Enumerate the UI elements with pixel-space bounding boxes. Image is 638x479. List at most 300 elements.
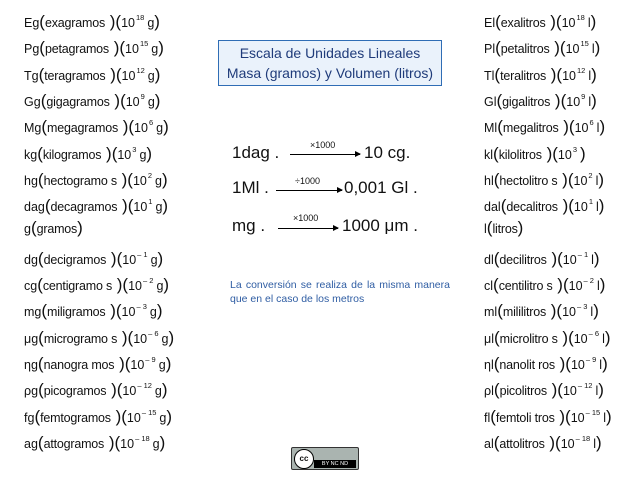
power-base: 10 <box>130 357 145 372</box>
unit-name: decigramos <box>43 252 107 267</box>
base-unit: g <box>161 331 169 346</box>
paren-join: )( <box>552 275 569 294</box>
paren-open: ( <box>493 143 499 163</box>
unit-symbol: μl <box>484 331 494 346</box>
conversion-from: 1dag . <box>232 143 280 162</box>
power-base: 10 <box>565 42 580 57</box>
paren-close: ) <box>591 90 597 110</box>
paren-close: ) <box>165 353 172 373</box>
arrow-icon <box>290 154 360 155</box>
volume-unit-row <box>484 269 605 293</box>
paren-join: )( <box>545 12 562 31</box>
paren-join: )( <box>116 169 133 189</box>
base-unit: l <box>588 94 592 109</box>
power-exponent: 2 <box>147 170 153 180</box>
unit-name: petalitros <box>500 42 550 57</box>
paren-close: ) <box>163 275 170 294</box>
base-unit: g <box>154 384 162 399</box>
power-exponent: – 6 <box>588 328 600 338</box>
power-exponent: – 3 <box>576 302 588 312</box>
power-exponent: 9 <box>140 91 145 101</box>
paren-close: ) <box>598 169 605 189</box>
base-unit: l <box>596 121 600 136</box>
cc-logo-icon: cc <box>294 449 314 469</box>
volume-unit-row <box>484 322 611 346</box>
power-exponent: – 18 <box>575 433 591 443</box>
power-exponent: – 1 <box>577 249 589 259</box>
cc-license-band: BY NC ND <box>314 460 356 468</box>
unit-symbol: El <box>484 16 496 30</box>
paren-open: ( <box>38 380 44 400</box>
paren-join: )( <box>550 90 567 110</box>
paren-close: ) <box>598 380 604 400</box>
unit-symbol: dag <box>24 200 45 215</box>
unit-name: megagramos <box>47 121 118 136</box>
volume-unit-row <box>484 138 586 162</box>
power-base: 10 <box>562 68 576 83</box>
conversion-from: mg . <box>232 216 266 235</box>
power-exponent: 1 <box>588 197 593 207</box>
paren-open: ( <box>39 38 45 58</box>
paren-join: )( <box>557 169 574 189</box>
paren-close: ) <box>146 143 153 163</box>
paren-join: )( <box>117 327 134 347</box>
base-unit: g <box>147 94 155 109</box>
paren-close: ) <box>154 12 160 31</box>
base-unit: g <box>147 68 155 83</box>
paren-join: )( <box>108 38 126 58</box>
base-unit: g <box>156 121 164 136</box>
volume-unit-row <box>484 32 600 56</box>
base-unit: g <box>159 410 167 425</box>
unit-symbol: Gl <box>484 94 497 109</box>
paren-open: ( <box>496 90 503 110</box>
paren-close: ) <box>599 275 606 294</box>
power-base: 10 <box>128 279 142 293</box>
power-exponent: 3 <box>132 144 137 154</box>
paren-join: )( <box>105 12 122 31</box>
power-base: 10 <box>132 173 147 188</box>
unit-name: picogramos <box>43 384 107 399</box>
unit-name: gramos <box>36 222 78 237</box>
paren-join: )( <box>104 432 121 452</box>
unit-name: hectogramo s <box>43 173 117 188</box>
power-exponent: 15 <box>139 39 149 49</box>
unit-name: exagramos <box>44 16 106 30</box>
power-base: 10 <box>557 147 572 162</box>
conversion-factor: ÷1000 <box>295 176 320 186</box>
power-base: 10 <box>122 252 137 267</box>
power-base: 10 <box>560 436 575 451</box>
paren-join: )( <box>554 353 571 373</box>
base-unit: g <box>150 252 158 267</box>
paren-join: )( <box>546 301 563 321</box>
unit-symbol: Eg <box>24 16 40 30</box>
arrow-icon <box>278 228 338 229</box>
conversion-to: 0,001 Gl . <box>344 178 418 197</box>
volume-unit-row <box>484 190 604 214</box>
paren-join: )( <box>105 64 122 84</box>
unit-name: decilitros <box>499 252 547 267</box>
power-base: 10 <box>562 252 577 267</box>
volume-unit-row <box>484 348 608 372</box>
unit-name: kilogramos <box>42 147 102 162</box>
unit-name: litros <box>492 222 518 237</box>
unit-symbol: fl <box>484 410 491 425</box>
paren-open: ( <box>30 218 37 238</box>
power-base: 10 <box>562 384 577 399</box>
base-unit: l <box>587 16 591 30</box>
conversion-to: 10 cg. <box>364 143 411 162</box>
power-base: 10 <box>573 173 588 188</box>
power-exponent: – 2 <box>583 276 594 285</box>
power-base: 10 <box>117 147 132 162</box>
power-base: 10 <box>570 410 585 425</box>
unit-name: gigalitros <box>502 94 551 109</box>
unit-symbol: cg <box>24 279 38 293</box>
base-unit: g <box>152 436 160 451</box>
unit-name: decagramos <box>50 200 118 215</box>
unit-name: attolitros <box>499 436 545 451</box>
power-base: 10 <box>573 331 588 346</box>
base-unit: g <box>158 357 166 372</box>
power-base: 10 <box>568 279 583 293</box>
power-exponent: – 9 <box>585 354 597 364</box>
base-unit: l <box>590 305 594 320</box>
paren-close: ) <box>158 38 164 58</box>
unit-name: hectolitro s <box>499 173 558 188</box>
power-exponent: – 15 <box>141 407 157 417</box>
power-exponent: 12 <box>576 65 586 75</box>
paren-open: ( <box>37 353 44 373</box>
paren-close: ) <box>154 64 161 84</box>
mass-unit-row <box>24 427 165 451</box>
paren-close: ) <box>159 432 166 452</box>
volume-unit-row <box>484 374 604 398</box>
unit-name: decalitros <box>506 200 558 215</box>
power-base: 10 <box>573 200 588 215</box>
unit-name: mililitros <box>502 305 547 320</box>
unit-name: kilolitros <box>498 147 542 162</box>
title-box <box>218 40 442 86</box>
title-line-1: Escala de Unidades Lineales <box>239 45 421 61</box>
paren-close: ) <box>163 117 169 137</box>
power-base: 10 <box>566 94 581 109</box>
paren-open: ( <box>500 196 507 216</box>
paren-close: ) <box>596 432 602 452</box>
conversion-from: 1Ml . <box>232 178 269 197</box>
base-unit: g <box>147 16 155 30</box>
power-exponent: 18 <box>135 13 145 22</box>
base-unit: g <box>139 147 147 162</box>
unit-name: megalitros <box>502 121 559 136</box>
conversion-factor: ×1000 <box>310 140 336 150</box>
unit-symbol: kl <box>484 147 494 162</box>
power-exponent: – 2 <box>143 276 154 285</box>
paren-close: ) <box>168 327 175 347</box>
unit-name: microlitro s <box>499 331 558 346</box>
unit-symbol: ρg <box>24 384 39 399</box>
base-unit: l <box>595 173 599 188</box>
power-base: 10 <box>122 384 137 399</box>
base-unit: g <box>155 173 162 188</box>
unit-symbol: ml <box>484 305 498 320</box>
paren-open: ( <box>41 117 48 137</box>
mass-unit-row <box>24 32 164 56</box>
paren-join: )( <box>544 432 561 452</box>
power-exponent: – 6 <box>148 328 159 338</box>
base-unit: l <box>591 252 594 267</box>
unit-symbol: Ml <box>484 121 498 136</box>
paren-close: ) <box>517 218 524 238</box>
base-unit: l <box>595 384 599 399</box>
mass-unit-row <box>24 269 169 293</box>
paren-open: ( <box>495 12 501 31</box>
power-exponent: – 15 <box>585 407 601 417</box>
paren-close: ) <box>606 406 612 426</box>
mass-unit-row <box>24 164 168 188</box>
paren-close: ) <box>598 196 605 216</box>
mass-unit-row <box>24 216 83 240</box>
unit-name: exalitros <box>500 16 546 30</box>
power-exponent: – 9 <box>145 354 156 364</box>
mass-unit-row <box>24 190 168 214</box>
paren-close: ) <box>77 218 83 238</box>
mass-unit-row <box>24 243 163 267</box>
power-exponent: – 12 <box>577 381 593 391</box>
paren-close: ) <box>591 64 597 84</box>
paren-open: ( <box>497 117 503 137</box>
paren-open: ( <box>493 327 500 347</box>
paren-join: )( <box>558 117 575 137</box>
paren-join: )( <box>105 301 122 321</box>
power-exponent: – 1 <box>137 249 148 259</box>
mass-unit-row <box>24 138 152 162</box>
paren-close: ) <box>162 169 168 189</box>
mass-unit-row <box>24 295 163 319</box>
title-line-2: Masa (gramos) y Volumen (litros) <box>226 65 434 81</box>
paren-open: ( <box>493 380 500 400</box>
paren-join: )( <box>117 196 134 216</box>
base-unit: g <box>155 200 163 215</box>
unit-symbol: ag <box>24 436 38 451</box>
unit-symbol: μg <box>24 331 39 346</box>
paren-join: )( <box>109 90 126 110</box>
unit-symbol: mg <box>24 305 42 320</box>
mass-unit-row <box>24 374 168 398</box>
volume-unit-row <box>484 295 599 319</box>
power-exponent: – 18 <box>135 433 150 443</box>
paren-join: )( <box>546 380 563 400</box>
paren-close: ) <box>593 248 600 268</box>
paren-close: ) <box>602 353 608 373</box>
unit-symbol: hg <box>24 173 38 188</box>
paren-open: ( <box>37 143 43 163</box>
paren-join: )( <box>546 248 563 268</box>
unit-name: femtoli tros <box>495 410 555 425</box>
volume-unit-row <box>484 6 596 30</box>
unit-name: femtogramos <box>40 410 111 425</box>
base-unit: g <box>151 42 159 57</box>
paren-open: ( <box>493 169 500 189</box>
paren-open: ( <box>493 353 500 373</box>
unit-symbol: cl <box>484 279 494 293</box>
paren-join: )( <box>114 353 131 373</box>
paren-join: )( <box>112 275 129 294</box>
base-unit: l <box>602 331 605 346</box>
unit-symbol: fg <box>24 410 35 425</box>
paren-join: )( <box>557 327 574 347</box>
paren-open: ( <box>497 301 503 321</box>
volume-unit-row <box>484 427 602 451</box>
unit-name: nanogra mos <box>43 357 115 372</box>
mass-unit-row <box>24 59 160 83</box>
power-base: 10 <box>121 16 135 30</box>
arrow-icon <box>276 190 342 191</box>
power-exponent: – 12 <box>137 381 152 391</box>
unit-symbol: Pl <box>484 42 496 57</box>
unit-symbol: ρl <box>484 384 494 399</box>
volume-unit-row <box>484 243 600 267</box>
volume-unit-row <box>484 85 597 109</box>
power-exponent: 6 <box>589 118 594 128</box>
power-base: 10 <box>126 410 141 425</box>
base-unit: l <box>603 410 606 425</box>
paren-close: ) <box>154 90 161 110</box>
paren-close: ) <box>157 248 164 268</box>
paren-close: ) <box>156 301 163 321</box>
base-unit: g <box>156 279 164 293</box>
power-exponent: 3 <box>572 144 577 154</box>
unit-name: miligramos <box>47 305 106 320</box>
paren-open: ( <box>38 327 44 347</box>
paren-open: ( <box>44 196 51 216</box>
power-base: 10 <box>121 68 136 83</box>
paren-join: )( <box>118 117 135 137</box>
base-unit: g <box>149 305 157 320</box>
mass-unit-row <box>24 6 160 30</box>
paren-open: ( <box>34 406 41 426</box>
paren-join: )( <box>554 406 571 426</box>
power-exponent: 12 <box>136 65 145 75</box>
paren-join: )( <box>546 64 563 84</box>
power-base: 10 <box>134 121 148 136</box>
unit-symbol: l <box>484 222 487 237</box>
unit-symbol: Gg <box>24 94 41 109</box>
volume-unit-row <box>484 216 523 240</box>
paren-close: ) <box>161 380 168 400</box>
unit-symbol: dg <box>24 252 38 267</box>
paren-close: ) <box>166 406 173 426</box>
unit-name: teragramos <box>44 68 106 83</box>
unit-name: microgramo s <box>43 331 118 346</box>
mass-unit-row <box>24 322 174 346</box>
base-unit: l <box>593 436 596 451</box>
power-base: 10 <box>133 331 148 346</box>
paren-open: ( <box>37 275 43 294</box>
paren-open: ( <box>493 248 500 268</box>
paren-open: ( <box>486 218 493 238</box>
unit-symbol: dal <box>484 200 501 215</box>
mass-unit-row <box>24 85 160 109</box>
unit-name: gigagramos <box>46 94 110 109</box>
paren-close: ) <box>579 143 586 163</box>
paren-open: ( <box>37 248 44 268</box>
power-base: 10 <box>125 42 139 57</box>
base-unit: l <box>596 279 600 293</box>
paren-close: ) <box>590 12 597 31</box>
mass-unit-row <box>24 348 171 372</box>
paren-join: )( <box>110 406 127 426</box>
base-unit: l <box>588 68 592 83</box>
power-base: 10 <box>120 436 135 451</box>
paren-join: )( <box>549 38 566 58</box>
paren-join: )( <box>106 380 123 400</box>
volume-unit-row <box>484 59 597 83</box>
base-unit: l <box>599 357 603 372</box>
paren-open: ( <box>38 64 45 84</box>
power-base: 10 <box>125 94 140 109</box>
paren-open: ( <box>39 12 45 31</box>
volume-unit-row <box>484 111 605 135</box>
paren-open: ( <box>493 275 499 294</box>
base-unit: l <box>591 42 595 57</box>
unit-symbol: al <box>484 436 494 451</box>
unit-symbol: ηg <box>24 357 38 372</box>
paren-open: ( <box>490 406 496 426</box>
unit-symbol: Mg <box>24 121 42 136</box>
paren-open: ( <box>40 90 47 110</box>
paren-open: ( <box>41 301 48 321</box>
unit-symbol: Pg <box>24 42 40 57</box>
mass-unit-row <box>24 111 169 135</box>
power-exponent: 2 <box>588 170 593 180</box>
power-base: 10 <box>133 200 148 215</box>
power-base: 10 <box>574 121 589 136</box>
conversion-factor: ×1000 <box>293 213 319 223</box>
paren-close: ) <box>593 301 599 321</box>
unit-name: centilitro s <box>498 279 553 293</box>
unit-symbol: Tl <box>484 68 495 83</box>
unit-name: nanolit ros <box>499 357 555 372</box>
unit-name: teralitros <box>500 68 547 83</box>
unit-name: picolitros <box>499 384 547 399</box>
paren-close: ) <box>599 117 606 137</box>
unit-symbol: g <box>24 222 31 237</box>
paren-join: )( <box>106 248 123 268</box>
power-exponent: 1 <box>148 197 153 207</box>
cc-license-badge[interactable] <box>291 447 359 470</box>
unit-symbol: hl <box>484 173 494 188</box>
conversion-note: La conversión se realiza de la misma manera que en el caso de los metros <box>230 279 450 305</box>
base-unit: l <box>595 200 599 215</box>
power-exponent: – 3 <box>136 302 147 312</box>
unit-symbol: dl <box>484 252 494 267</box>
paren-open: ( <box>494 64 501 84</box>
paren-join: )( <box>101 143 118 163</box>
paren-open: ( <box>37 169 44 189</box>
paren-join: )( <box>557 196 574 216</box>
paren-open: ( <box>495 38 501 58</box>
unit-name: attogramos <box>43 436 105 451</box>
power-exponent: 18 <box>576 13 585 22</box>
conversion-to: 1000 μm . <box>342 216 418 235</box>
power-base: 10 <box>562 305 576 320</box>
mass-unit-row <box>24 401 172 425</box>
unit-symbol: Tg <box>24 68 39 83</box>
paren-open: ( <box>37 432 44 452</box>
power-exponent: 9 <box>581 91 586 101</box>
